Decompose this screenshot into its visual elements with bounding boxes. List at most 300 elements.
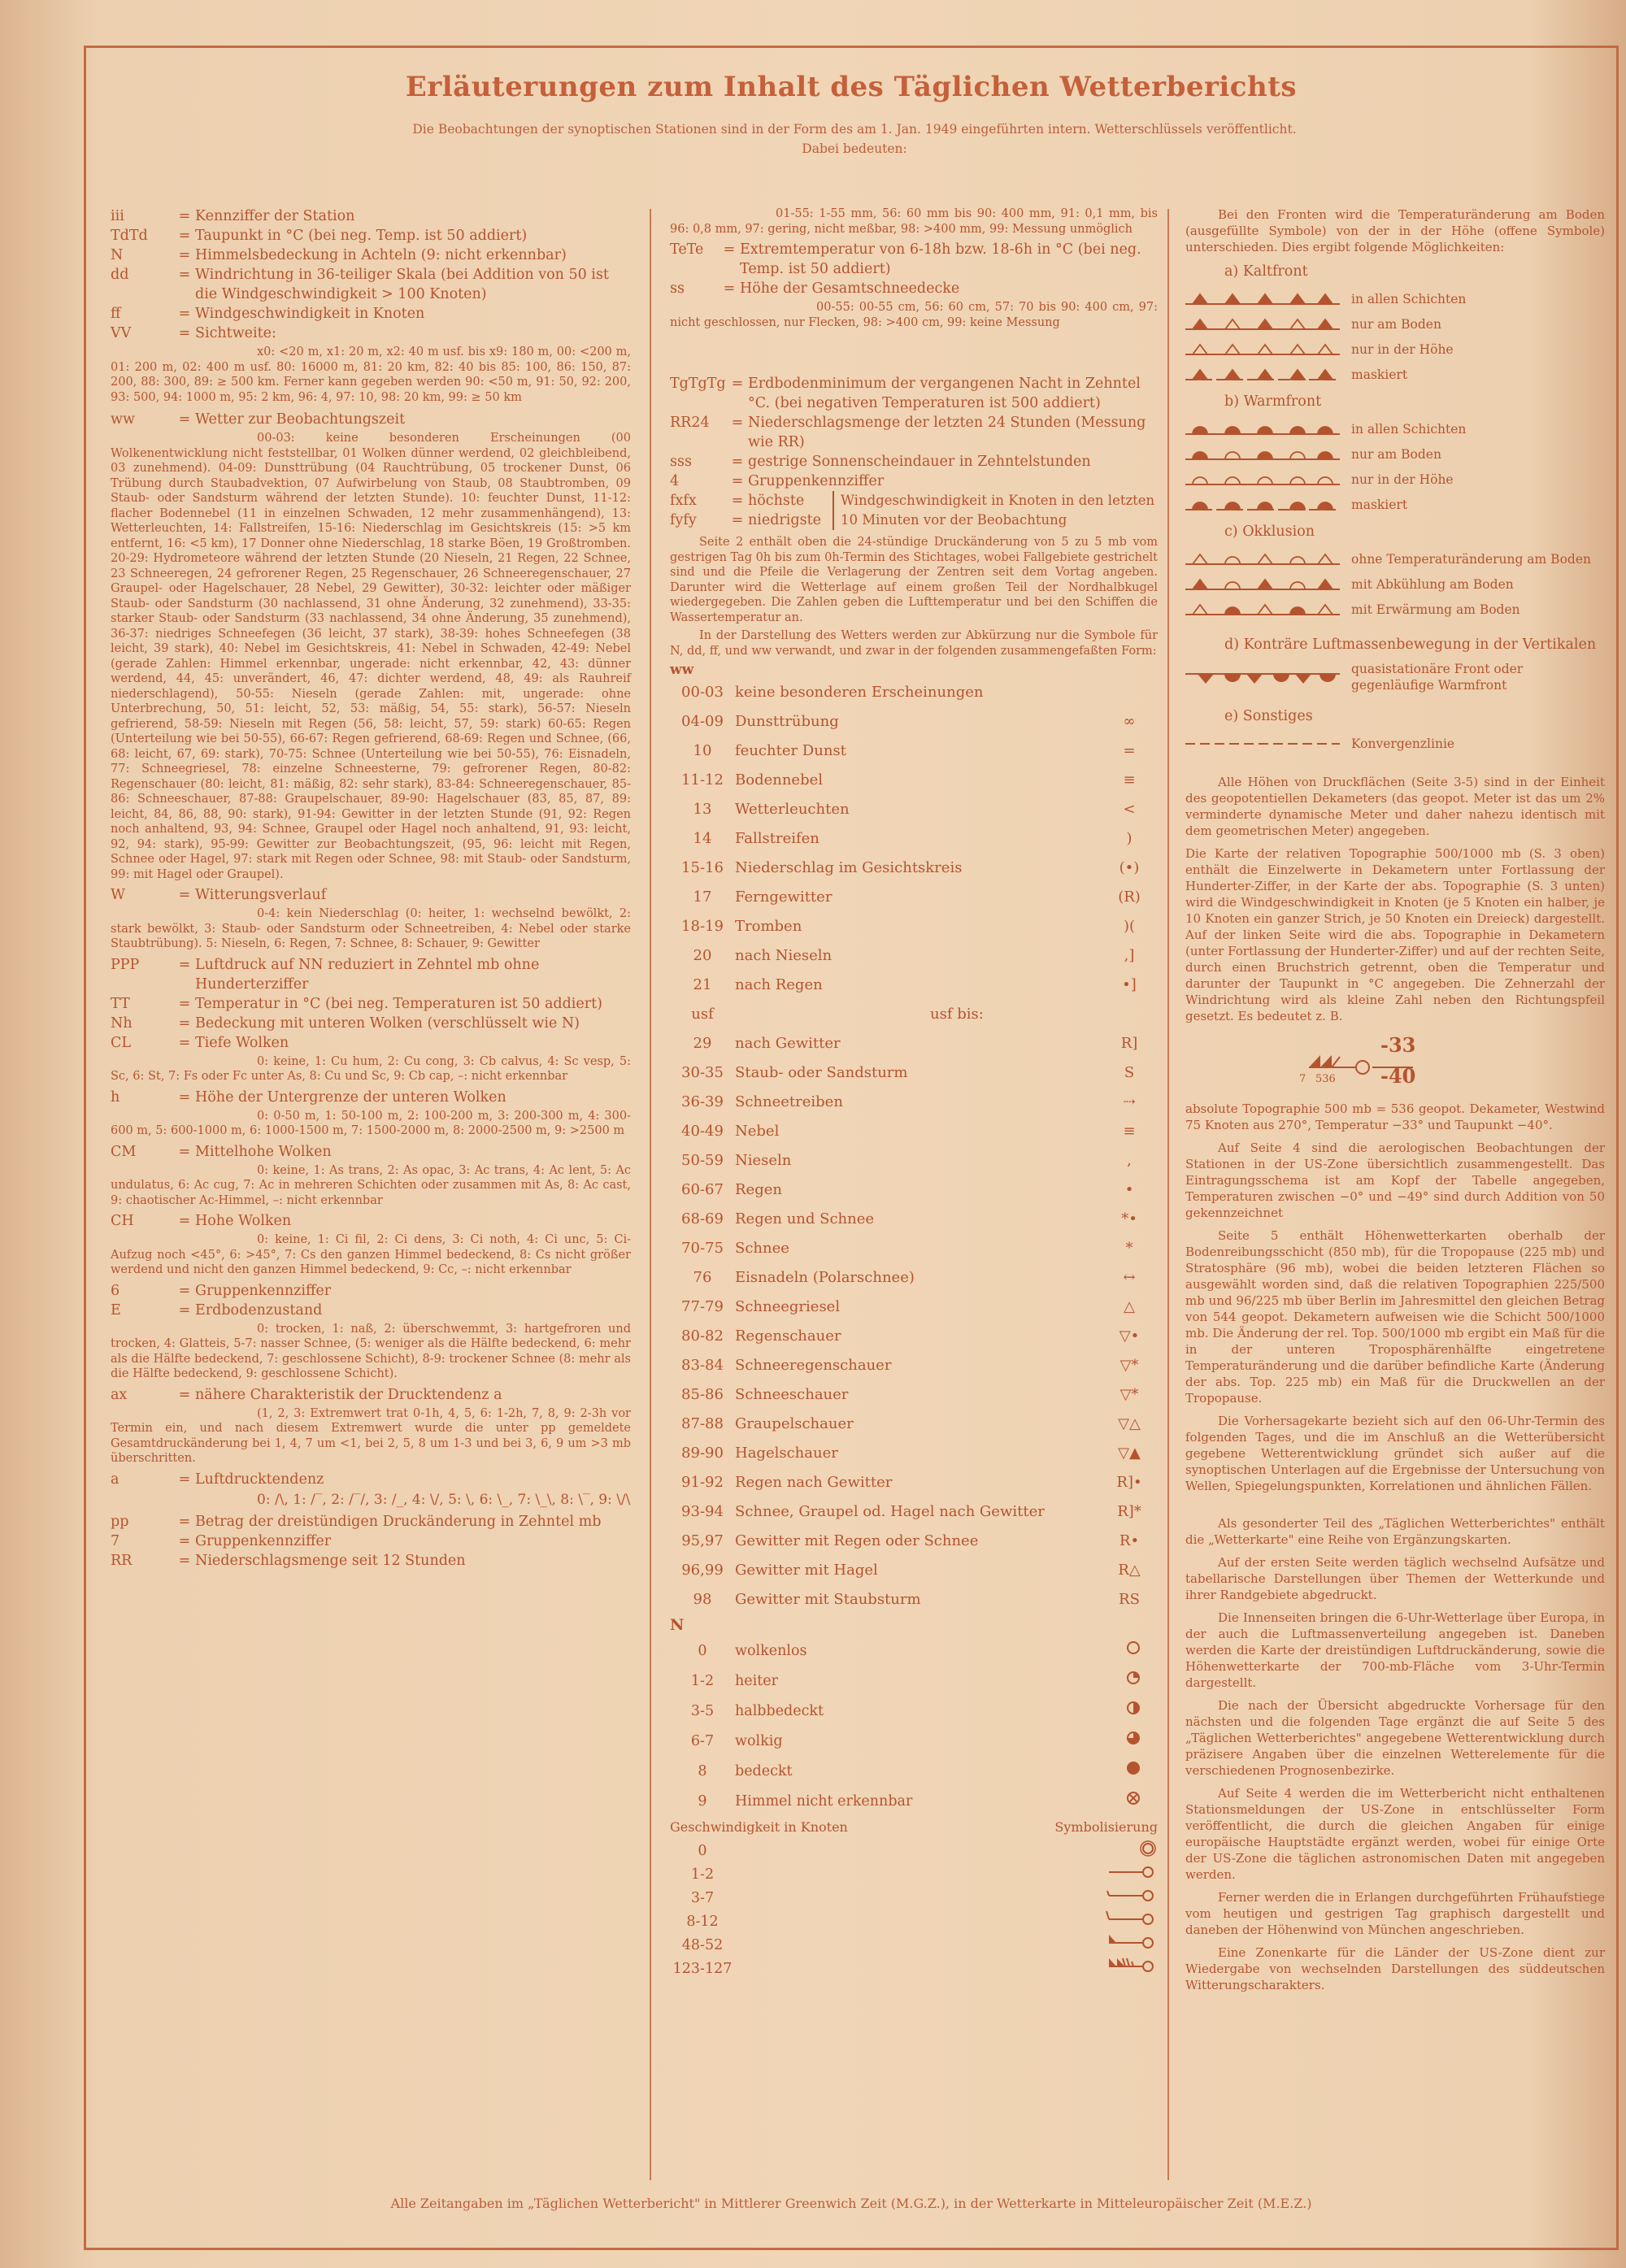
weather-symbol-icon: * — [1125, 1240, 1133, 1257]
column-symbols — [670, 206, 1158, 1980]
ww-code: 36-39 — [681, 1093, 724, 1110]
entry-cl — [111, 1033, 631, 1053]
key: ff — [111, 306, 121, 322]
wind-speed-code: 8-12 — [686, 1913, 719, 1930]
vv-detail: x0: <20 m, x1: 20 m, x2: 40 m usf. bis x9: 180 m, 00: <200 m, 01: 200 m, 02: 400 m usf. 80: 16000 m, 81: 20 km, 82: 40 bis 85: 100, 86: 150, 87: 200, 88: 300, 89: ≥ 500 km. Ferner kann gegeben werden 90: <50 m, 91: 50, 92: 200, 93: 500, 94: 1000 m, 95: 2 km, 96: 4, 97: 10, 98: 20 km, 99: ≥ 50 km — [111, 345, 631, 404]
warm-front-icon — [1185, 446, 1340, 463]
equals: = — [731, 493, 744, 509]
weather-symbol-icon: • — [1124, 1181, 1134, 1198]
equals: = — [178, 267, 191, 283]
front-label: maskiert — [1351, 367, 1408, 382]
ww-code: 20 — [693, 947, 712, 964]
key: Nh — [111, 1015, 133, 1032]
meaning: Tiefe Wolken — [195, 1034, 289, 1051]
wind-barb — [1093, 1957, 1158, 1975]
entry-w — [111, 885, 631, 905]
symbole-intro: In der Darstellung des Wetters werden zur Abkürzung nur die Symbole für N, dd, ff, und ww verwandt, und zwar in der folgenden zusammengefaßten Form: — [670, 629, 1158, 658]
cover-label: wolkig — [735, 1732, 783, 1749]
cloud-cover-circle — [1126, 1640, 1141, 1655]
cloud-cover-icon — [1109, 1671, 1158, 1691]
ww-code: 17 — [693, 889, 712, 906]
ww-label: Regenschauer — [735, 1327, 841, 1345]
ww-label: keine besonderen Erscheinungen — [735, 684, 984, 701]
paragraph-hoehen: Alle Höhen von Druckflächen (Seite 3-5) sind in der Einheit des geopotentiellen Dekameters (das geopot. Meter ist das um 2% verminderte dynamische Meter und daher nahezu identisch mit dem geometrischen Meter) angegeben. — [1185, 775, 1605, 838]
key: pp — [111, 1513, 129, 1530]
rr-continued: 01-55: 1-55 mm, 56: 60 mm bis 90: 400 mm, 91: 0,1 mm, bis 96: 0,8 mm, 97: gering, nicht meßbar, 98: >400 mm, 99: Messung unmöglich — [670, 207, 1158, 236]
equals: = — [178, 325, 191, 341]
weather-symbol-icon: *• — [1121, 1210, 1137, 1227]
cloud-cover-row — [670, 1786, 1158, 1816]
wind-speed-code: 1-2 — [690, 1866, 715, 1883]
weather-symbol-icon: ▽• — [1119, 1327, 1140, 1345]
ww-row — [670, 1497, 1158, 1527]
equals: = — [178, 1471, 191, 1488]
meaning: Kennziffer der Station — [195, 208, 355, 224]
ww-label: Schneegriesel — [735, 1298, 841, 1315]
meaning: Erdbodenminimum der vergangenen Nacht in Zehntel °C. (bei negativen Temperaturen ist 500 addiert) — [748, 376, 1141, 411]
key: a — [111, 1471, 120, 1488]
entry-tdtd — [111, 226, 631, 245]
ww-row — [670, 1410, 1158, 1439]
warm-front-icon — [1185, 471, 1340, 488]
cover-code: 8 — [698, 1762, 707, 1779]
paragraph-erste-seite: Auf der ersten Seite werden täglich wechselnd Aufsätze und tabellarische Darstellungen über Themen der Wetterkunde und ihrer Randgebiete abgedruckt. — [1185, 1555, 1605, 1602]
spacer — [670, 333, 1158, 374]
wind-speed-code: 0 — [698, 1842, 707, 1859]
front-label: in allen Schichten — [1351, 421, 1467, 437]
h-detail: 0: 0-50 m, 1: 50-100 m, 2: 100-200 m, 3: 200-300 m, 4: 300-600 m, 5: 600-1000 m, 6: 1000-1500 m, 7: 1500-2000 m, 8: 2000-2500 m, 9: >2500 m — [111, 1109, 631, 1137]
weather-symbol-icon: S — [1124, 1064, 1135, 1081]
key: iii — [111, 208, 124, 224]
weather-symbol-icon: ▽* — [1120, 1357, 1139, 1374]
ww-row — [670, 1175, 1158, 1205]
ww-row — [670, 1000, 1158, 1029]
cover-label: heiter — [735, 1672, 778, 1689]
warm-front-icon — [1185, 421, 1340, 437]
front-label: in allen Schichten — [1351, 291, 1467, 306]
ss-detail: 00-55: 00-55 cm, 56: 60 cm, 57: 70 bis 90: 400 cm, 97: nicht geschlossen, nur Flecken, 98: >400 cm, 99: keine Messung — [670, 301, 1158, 329]
ww-row — [670, 1058, 1158, 1088]
front-row — [1185, 441, 1605, 467]
key: TdTd — [111, 228, 148, 244]
fx-keys — [670, 491, 833, 530]
cloud-cover-icon — [1109, 1791, 1158, 1811]
front-row — [1185, 546, 1605, 571]
equals: = — [178, 228, 191, 244]
fx-note: Windgeschwindigkeit in Knoten in den letzten 10 Minuten vor der Beobachtung — [833, 491, 1158, 530]
paragraph-innenseiten: Die Innenseiten bringen die 6-Uhr-Wetterlage über Europa, in der auch die Luftmassenverteilung angegeben ist. Daneben werden die Karte der dreistündigen Luftdruckänderung, sowie die Höhenwetterkarte der 700-mb-Fläche vom 3-Uhr-Termin dargestellt. — [1185, 1610, 1605, 1690]
ww-label: Nebel — [735, 1123, 780, 1140]
section-kontraer: d) Konträre Luftmassenbewegung in der Vertikalen — [1224, 637, 1597, 653]
cl-detail: 0: keine, 1: Cu hum, 2: Cu cong, 3: Cb calvus, 4: Sc vesp, 5: Sc, 6: St, 7: Fs oder Fc unter As, 8: Cu und Sc, 9: Cb cap, –: nicht erkennbar — [111, 1054, 631, 1083]
cold-front-icon — [1185, 291, 1340, 307]
ww-code: 10 — [693, 742, 712, 759]
ww-row — [670, 971, 1158, 1000]
ww-label: Gewitter mit Regen oder Schnee — [735, 1532, 979, 1549]
key: fxfx — [670, 493, 697, 509]
entry-ww — [111, 410, 631, 429]
cover-code: 3-5 — [690, 1702, 715, 1719]
cloud-cover-row — [670, 1726, 1158, 1756]
weather-symbol-icon: = — [1123, 742, 1136, 759]
ww-row — [670, 854, 1158, 883]
ww-row — [670, 736, 1158, 766]
meaning: Bedeckung mit unteren Wolken (verschlüsselt wie N) — [195, 1015, 580, 1032]
section-okklusion: c) Okklusion — [1224, 524, 1315, 540]
front-quasistationaer — [1185, 659, 1605, 695]
equals: = — [178, 1213, 191, 1229]
meaning: Gruppenkennziffer — [748, 473, 885, 489]
cloud-cover-circle — [1126, 1761, 1141, 1775]
weather-symbol-icon: ▽△ — [1118, 1415, 1141, 1432]
entry-ss — [670, 279, 1158, 298]
ww-label: Nieseln — [735, 1152, 792, 1169]
entry-7 — [111, 1532, 631, 1551]
entry-ax — [111, 1385, 631, 1405]
ww-code: 87-88 — [681, 1415, 724, 1432]
kaltfront-list — [1185, 286, 1605, 387]
equals: = — [178, 1088, 191, 1106]
wind-speed-code: 123-127 — [672, 1960, 733, 1977]
cloud-cover-circle — [1126, 1731, 1141, 1745]
ww-label: Tromben — [735, 918, 802, 935]
weather-symbol-icon: < — [1123, 801, 1136, 818]
example-temperature: -33 — [1380, 1033, 1416, 1057]
wind-speed-code: 3-7 — [690, 1889, 715, 1906]
entry-cm — [111, 1142, 631, 1162]
paragraph-fruehaufstiege: Ferner werden die in Erlangen durchgeführten Frühaufstiege vom heutigen und gestrigen Tag graphisch dargestellt und daneben der Höhenwind von München angeschrieben. — [1185, 1890, 1605, 1937]
ww-label: Schnee, Graupel od. Hagel nach Gewitter — [735, 1503, 1045, 1520]
wind-barb — [1093, 1933, 1158, 1951]
column-fronts-notes — [1185, 206, 1605, 2000]
footer-note: Alle Zeitangaben im „Täglichen Wetterbericht" in Mittlerer Greenwich Zeit (M.G.Z.), in der Wetterkarte in Mitteleuropäischer Zeit (M.E.Z.) — [390, 2196, 1312, 2211]
ww-row — [670, 1263, 1158, 1293]
cloud-cover-row — [670, 1696, 1158, 1726]
ww-label: Graupelschauer — [735, 1415, 854, 1432]
key: ax — [111, 1386, 128, 1403]
ww-label: Ferngewitter — [735, 889, 833, 906]
front-row — [1185, 467, 1605, 492]
ww-code: 83-84 — [681, 1357, 724, 1374]
ww-label: Schneeschauer — [735, 1386, 849, 1403]
key: sss — [670, 454, 692, 470]
key: CH — [111, 1213, 134, 1229]
wind-barb — [1093, 1886, 1158, 1904]
page-title: Erläuterungen zum Inhalt des Täglichen Wetterberichts — [405, 71, 1298, 103]
column-divider — [1167, 209, 1169, 2180]
weather-symbol-icon: ↔ — [1123, 1269, 1136, 1286]
ww-symbol-list — [670, 678, 1158, 1614]
wind-barb-icon — [1085, 1933, 1158, 1957]
equals: = — [178, 1552, 191, 1569]
intro-dabei: Dabei bedeuten: — [802, 141, 907, 156]
ww-code: 96,99 — [681, 1562, 724, 1579]
key: TeTe — [670, 241, 704, 258]
meaning: Taupunkt in °C (bei neg. Temp. ist 50 addiert) — [195, 228, 528, 244]
weather-symbol-icon: △ — [1124, 1298, 1135, 1315]
ww-code: 30-35 — [681, 1064, 724, 1081]
equals: = — [178, 1386, 191, 1403]
entry-fxfx — [670, 491, 833, 511]
key: fyfy — [670, 512, 697, 528]
ch-detail: 0: keine, 1: Ci fil, 2: Ci dens, 3: Ci noth, 4: Ci unc, 5: Ci-Aufzug noch <45°, 6: >45°, 7: Cs den ganzen Himmel bedeckend, 8: Cs nicht größer werdend und nicht den ganzen Himmel bedeckend, 9: Cc, –: nicht erkennbar — [111, 1233, 631, 1276]
front-row — [1185, 492, 1605, 517]
ww-label: nach Gewitter — [735, 1035, 841, 1052]
wind-speed-row — [670, 1839, 1158, 1862]
cover-code: 1-2 — [690, 1672, 715, 1689]
key: PPP — [111, 956, 140, 973]
occl-front-icon — [1185, 551, 1340, 567]
entry-tgtg — [670, 374, 1158, 413]
ww-label: Hagelschauer — [735, 1445, 838, 1462]
ww-label: Regen und Schnee — [735, 1210, 875, 1227]
weather-symbol-icon: •] — [1122, 976, 1137, 993]
front-label: maskiert — [1351, 497, 1408, 512]
front-label: Konvergenzlinie — [1351, 736, 1455, 751]
column-key-legend — [111, 206, 631, 1571]
weather-symbol-icon: (•) — [1119, 859, 1140, 876]
e-detail: 0: trocken, 1: naß, 2: überschwemmt, 3: hartgefroren und trocken, 4: Glatteis, 5-7: nasser Schnee, (5: weniger als die Hälfte bedeckend, 6: mehr als die Hälfte bedeckend, 7: geschlossene Schicht), 8-9: trockener Schnee (8: mehr als die Hälfte bedeckend, 9: geschlossene Schicht). — [111, 1322, 631, 1380]
wind-speed-row — [670, 1957, 1158, 1980]
entry-tete — [670, 240, 1158, 279]
wind-speed-row — [670, 1862, 1158, 1886]
ww-row — [670, 1380, 1158, 1410]
key: ss — [670, 280, 685, 297]
ww-code: 89-90 — [681, 1445, 724, 1462]
wind-speed-row — [670, 1886, 1158, 1910]
meaning: niedrigste — [748, 512, 821, 528]
cover-label: bedeckt — [735, 1762, 793, 1779]
equals: = — [731, 415, 744, 431]
wind-barb-icon — [1085, 1957, 1158, 1980]
equals: = — [178, 1513, 191, 1530]
weather-symbol-icon: R• — [1119, 1532, 1140, 1549]
occl-front-icon — [1185, 576, 1340, 593]
entry-ppp — [111, 955, 631, 994]
equals: = — [178, 995, 191, 1012]
ww-label: Bodennebel — [735, 771, 824, 789]
equals: = — [178, 887, 191, 903]
cold-front-icon — [1185, 316, 1340, 332]
ww-code: 40-49 — [681, 1123, 724, 1140]
quasistationary-front-icon — [1185, 667, 1340, 687]
wind-speed-row — [670, 1933, 1158, 1957]
weather-symbol-icon: RS — [1119, 1591, 1140, 1608]
ww-label: Gewitter mit Staubsturm — [735, 1591, 921, 1608]
cloud-cover-row — [670, 1756, 1158, 1786]
ww-code: 76 — [693, 1269, 712, 1286]
paragraph-stationsmeldungen: Auf Seite 4 werden die im Wetterbericht nicht enthaltenen Stationsmeldungen der US-Zone in entschlüsselter Form veröffentlicht, die durch die gleichen Angaben für einige europäische Hauptstädte ergänzt werden, wobei für einige Orte der US-Zone die täglichen astronomischen Daten mit angegeben werden. — [1185, 1786, 1605, 1882]
intro-text: Die Beobachtungen der synoptischen Stationen sind in der Form des am 1. Jan. 1949 eingeführten intern. Wetterschlüssels veröffentlicht. — [412, 122, 1297, 137]
wind-barb — [1093, 1910, 1158, 1927]
cloud-cover-icon — [1109, 1640, 1158, 1661]
front-label: mit Erwärmung am Boden — [1351, 602, 1520, 617]
equals: = — [723, 280, 736, 297]
cover-label: halbbedeckt — [735, 1702, 824, 1719]
column-divider — [650, 209, 651, 2180]
meaning: Extremtemperatur von 6-18h bzw. 18-6h in °C (bei neg. Temp. ist 50 addiert) — [740, 241, 1141, 277]
ww-row — [670, 1556, 1158, 1585]
front-row — [1185, 362, 1605, 387]
meaning: Sichtweite: — [195, 325, 276, 341]
key: dd — [111, 267, 129, 283]
warmfront-list — [1185, 416, 1605, 517]
equals: = — [731, 376, 744, 392]
section-sonstiges: e) Sonstiges — [1224, 708, 1313, 724]
weather-symbol-icon: ) — [1126, 830, 1133, 847]
weather-symbol-icon: ▽▲ — [1118, 1445, 1141, 1462]
weather-symbol-icon: R] — [1120, 1035, 1138, 1052]
ww-row — [670, 1117, 1158, 1146]
ww-row — [670, 1205, 1158, 1234]
front-label: quasistationäre Front oder gegenläufige Warmfront — [1351, 662, 1524, 693]
ww-label: Gewitter mit Hagel — [735, 1562, 878, 1579]
entry-vv — [111, 324, 631, 343]
cover-label: Himmel nicht erkennbar — [735, 1792, 913, 1810]
ww-label: Wetterleuchten — [735, 801, 850, 818]
meaning: Windgeschwindigkeit in Knoten — [195, 306, 425, 322]
meaning: Mittelhohe Wolken — [195, 1143, 332, 1160]
fronten-intro: Bei den Fronten wird die Temperaturänderung am Boden (ausgefüllte Symbole) von der in der Höhe (offene Symbole) unterschieden. Dies ergibt folgende Möglichkeiten: — [1185, 207, 1605, 254]
ww-label: Staub- oder Sandsturm — [735, 1064, 908, 1081]
paragraph-vorhersage: Die Vorhersagekarte bezieht sich auf den 06-Uhr-Termin des folgenden Tages, und die im Anschluß an die Wetterübersicht gegebene Wetterentwicklung gründet sich außer auf die synoptischen Unterlagen auf die Ergebnisse der Untersuchung von Wellen, Spiegelungspunkten, Korrelationen und ähnlichen Fällen. — [1185, 1414, 1605, 1493]
equals: = — [178, 1015, 191, 1032]
weather-symbol-icon: ∞ — [1123, 713, 1136, 730]
key: RR24 — [670, 415, 710, 431]
section-warmfront: b) Warmfront — [1224, 393, 1322, 410]
ww-row — [670, 795, 1158, 824]
weather-symbol-icon: R]* — [1117, 1503, 1141, 1520]
cold-front-icon — [1185, 367, 1340, 383]
paragraph-seite5: Seite 5 enthält Höhenwetterkarten oberhalb der Bodenreibungsschicht (850 mb), für die Tropopause (225 mb) und Stratosphäre (96 mb), wobei die beiden letzteren Flächen so ausgewählt worden sind, daß die relativen Topographien 225/500 mb und 96/225 mb über Berlin im Jahresmittel den gleichen Betrag von 544 geopot. Dekametern aufweisen wie die Schicht 500/1000 mb. Die Änderung der rel. Top. 500/1000 mb ergibt ein Maß für die in der unteren Troposphärenhälfte eingetretene Temperaturänderung und die darüber befindliche Karte (Änderung der abs. Top. 225 mb) ein Maß für die Druckwellen an der Tropopause. — [1185, 1228, 1605, 1406]
ww-label: usf bis: — [930, 1006, 984, 1023]
key: TgTgTg — [670, 376, 726, 392]
weather-symbol-icon: ≡ — [1123, 1123, 1136, 1140]
ww-label: nach Regen — [735, 976, 823, 993]
meaning: Windrichtung in 36-teiliger Skala (bei Addition von 50 ist die Windgeschwindigkeit > 100 Knoten) — [195, 267, 609, 302]
seite2-text: Seite 2 enthält oben die 24-stündige Druckänderung von 5 zu 5 mb vom gestrigen Tag 0h bis zum 0h-Termin des Stichtages, wobei Fallgebiete gestrichelt sind und die Pfeile die Verlagerung der Zentren seit dem Vortag angeben. Darunter wird die Wetterlage auf einem großen Teil der Nordhalbkugel wiedergegeben. Die Zahlen geben die Lufttemperatur und bei den Schiffen die Wassertemperatur an. — [670, 536, 1159, 624]
entry-e — [111, 1301, 631, 1320]
equals: = — [178, 1034, 191, 1051]
equals: = — [731, 473, 744, 489]
document-frame — [84, 46, 1619, 2250]
ww-row — [670, 707, 1158, 736]
entry-n — [111, 245, 631, 265]
weather-symbol-icon: (R) — [1118, 889, 1141, 906]
front-row — [1185, 597, 1605, 622]
entry-iii — [111, 206, 631, 226]
weather-symbol-icon: R△ — [1118, 1562, 1141, 1579]
cloud-cover-circle — [1126, 1791, 1141, 1805]
equals: = — [178, 411, 191, 428]
paragraph-wetterkarte: Als gesonderter Teil des „Täglichen Wetterberichtes" enthält die „Wetterkarte" eine Reihe von Ergänzungskarten. — [1185, 1516, 1605, 1547]
occl-front-icon — [1185, 602, 1340, 618]
cloud-cover-row — [670, 1666, 1158, 1696]
convergence-line-icon — [1185, 738, 1340, 749]
station-model-example — [1185, 1031, 1605, 1101]
okklusion-list — [1185, 546, 1605, 622]
ww-row — [670, 1293, 1158, 1322]
front-konvergenz — [1185, 731, 1605, 756]
cloud-cover-icon — [1109, 1731, 1158, 1751]
meaning: Erdbodenzustand — [195, 1301, 323, 1319]
entry-h — [111, 1088, 631, 1107]
ww-row — [670, 1088, 1158, 1117]
front-label: mit Abkühlung am Boden — [1351, 576, 1514, 592]
equals: = — [731, 512, 744, 528]
meaning: höchste — [748, 493, 805, 509]
section-kaltfront: a) Kaltfront — [1224, 263, 1308, 280]
entry-rr — [111, 1551, 631, 1571]
cloud-cover-row — [670, 1636, 1158, 1666]
equals: = — [723, 241, 736, 258]
cloud-cover-circle — [1126, 1701, 1141, 1715]
wind-barb-icon — [1085, 1839, 1158, 1862]
ww-label: nach Nieseln — [735, 947, 833, 964]
entry-rr24 — [670, 413, 1158, 452]
weather-symbol-icon: , — [1127, 1152, 1132, 1169]
key: E — [111, 1301, 121, 1319]
front-row — [1185, 286, 1605, 311]
key: h — [111, 1088, 120, 1106]
meaning: Hohe Wolken — [195, 1213, 292, 1229]
ww-row — [670, 912, 1158, 941]
meaning: Luftdruck auf NN reduziert in Zehntel mb ohne Hunderterziffer — [195, 956, 540, 993]
key: VV — [111, 325, 132, 341]
entry-nh — [111, 1014, 631, 1033]
key: TT — [111, 995, 130, 1012]
example-height: 536 — [1315, 1073, 1336, 1085]
meaning: Betrag der dreistündigen Druckänderung in Zehntel mb — [195, 1513, 602, 1530]
meaning: Höhe der Untergrenze der unteren Wolken — [195, 1088, 506, 1106]
equals: = — [178, 1532, 191, 1549]
key: CM — [111, 1143, 137, 1160]
ww-code: 93-94 — [681, 1503, 724, 1520]
ww-label: Regen — [735, 1181, 782, 1198]
weather-symbol-icon: ,] — [1124, 947, 1135, 964]
wind-barb-icon — [1085, 1862, 1158, 1886]
ww-row — [670, 1439, 1158, 1468]
ww-code: 50-59 — [681, 1152, 724, 1169]
weather-symbol-icon: R]• — [1116, 1474, 1142, 1491]
ww-label: Fallstreifen — [735, 830, 820, 847]
entry-tt — [111, 994, 631, 1014]
intro — [249, 119, 1460, 159]
key: ww — [111, 411, 135, 428]
ww-row — [670, 1029, 1158, 1058]
paragraph-topographie: Die Karte der relativen Topographie 500/1000 mb (S. 3 oben) enthält die Einzelwerte in Dekametern unter Fortlassung der Hunderter-Ziffer, in der Karte der abs. Topographie (S. 3 unten) wird die Windgeschwindigkeit in Knoten (je 5 Knoten ein halber, je 10 Knoten ein ganzer Strich, je 50 Knoten ein Dreieck) dargestellt. Auf der linken Seite wird die abs. Topographie in Dekametern (unter Fortlassung der Hunderter-Ziffer) und auf der rechten Seite, durch einen Bruchstrich getrennt, oben die Temperatur und darunter der Taupunkt in °C angegeben. Die Zehnerzahl der Windrichtung wird als kleine Zahl neben den Richtungspfeil gesetzt. Es bedeutet z. B. — [1185, 846, 1605, 1023]
ww-row — [670, 1527, 1158, 1556]
weather-symbol-icon: ≡ — [1123, 771, 1136, 789]
ww-row — [670, 1351, 1158, 1380]
cold-front-icon — [1185, 341, 1340, 358]
paragraph-zonenkarte: Eine Zonenkarte für die Länder der US-Zone dient zur Wiedergabe von wechselnden Darstellungen des süddeutschen Witterungscharakters. — [1185, 1945, 1605, 1992]
entry-ff — [111, 304, 631, 324]
cover-code: 0 — [698, 1642, 707, 1659]
meaning: Luftdrucktendenz — [195, 1471, 324, 1488]
meaning: gestrige Sonnenscheindauer in Zehntelstunden — [748, 454, 1091, 470]
ww-code: 80-82 — [681, 1327, 724, 1345]
cover-label: wolkenlos — [735, 1642, 807, 1659]
equals: = — [178, 208, 191, 224]
equals: = — [178, 1282, 191, 1299]
ww-label: Niederschlag im Gesichtskreis — [735, 859, 963, 876]
cover-code: 6-7 — [690, 1732, 715, 1749]
entry-6 — [111, 1281, 631, 1301]
paragraph-seite4: Auf Seite 4 sind die aerologischen Beobachtungen der Stationen in der US-Zone übersichtlich zusammengestellt. Das Eintragungsschema ist am Kopf der Tabelle angegeben, Temperaturen zwischen −0° und −49° sind durch Addition von 50 gekennzeichnet — [1185, 1141, 1605, 1220]
ww-row — [670, 1322, 1158, 1351]
ww-row — [670, 824, 1158, 854]
